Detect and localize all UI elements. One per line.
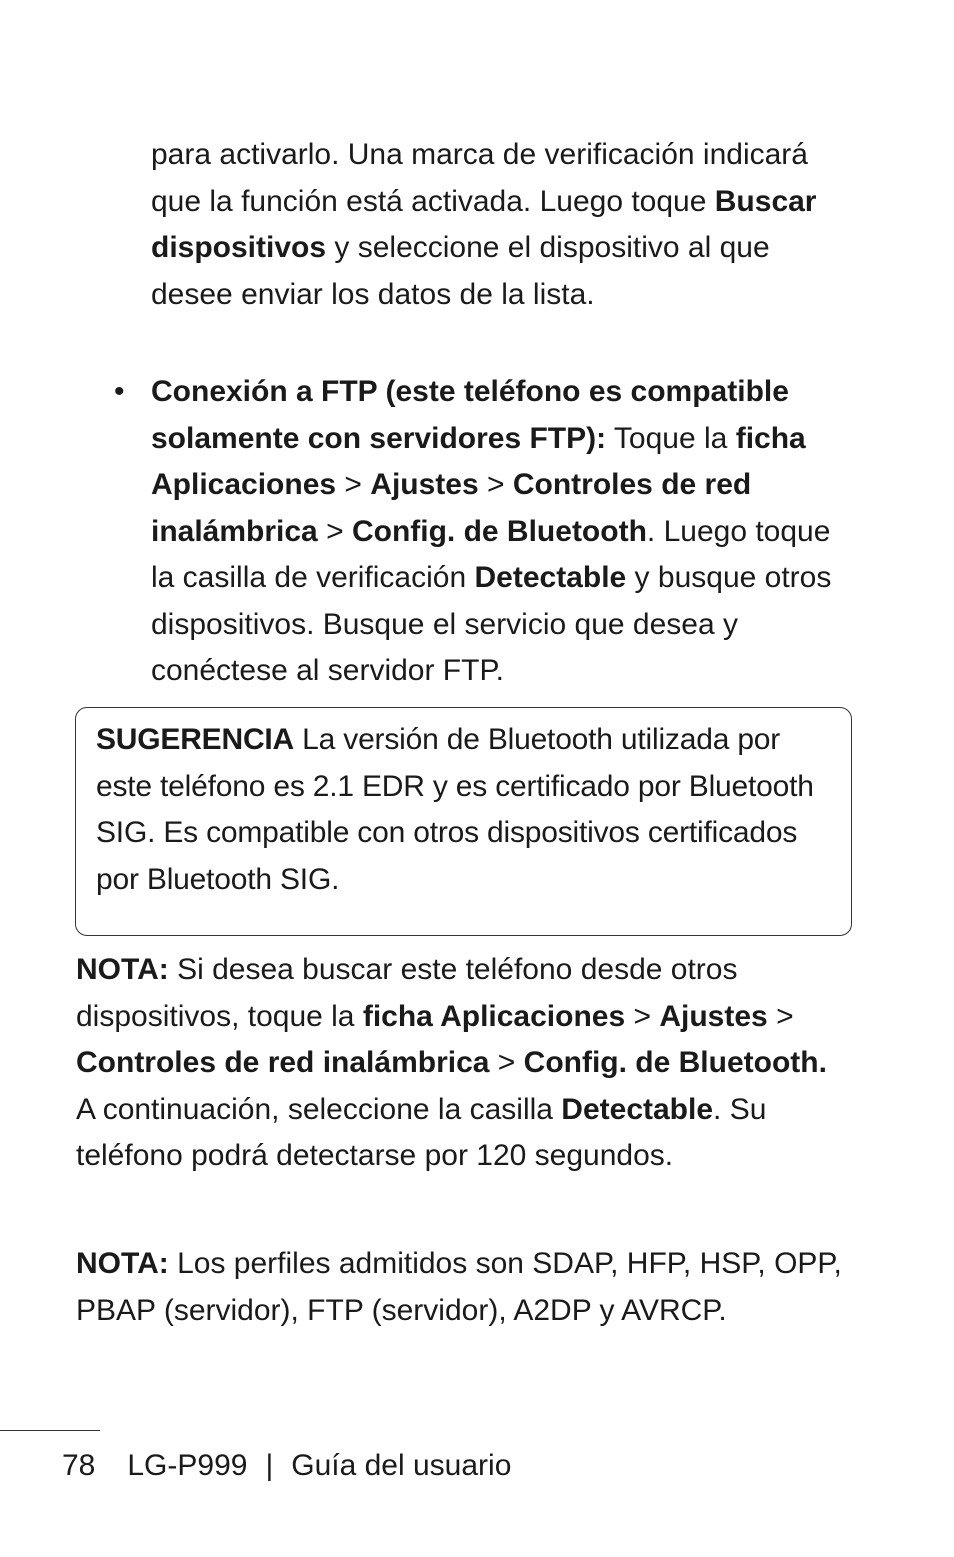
- text-run: . Su teléfono podrá detectarse por 120 segundos.: [76, 1092, 767, 1172]
- page-footer: [62, 1443, 511, 1489]
- text-run: . Luego toque la casilla de verificación: [151, 514, 831, 594]
- bold-term: ficha Aplicaciones: [151, 421, 806, 501]
- continuation-paragraph: [151, 132, 851, 318]
- model-name: LG-P999: [127, 1449, 248, 1482]
- bold-term: ficha Aplicaciones: [362, 999, 626, 1033]
- text-run: Los perfiles admitidos son SDAP, HFP, HSP, OPP, PBAP (servidor), FTP (servidor), A2DP y AVRCP.: [76, 1247, 842, 1327]
- bullet-icon: •: [114, 375, 125, 408]
- note-label: NOTA:: [76, 953, 169, 986]
- text-run: >: [336, 468, 371, 501]
- bold-term: Detectable: [474, 561, 627, 594]
- text-run: y busque otros dispositivos. Busque el servicio que desea y conéctese al servidor FTP.: [151, 561, 832, 687]
- bold-term: Ajustes: [659, 999, 768, 1033]
- bold-term: Buscar dispositivos: [151, 184, 817, 264]
- text-run: y seleccione el dispositivo al que desee enviar los datos de la lista.: [151, 231, 770, 311]
- text-run: >: [317, 514, 352, 548]
- text-run: para activarlo. Una marca de verificación indicará que la función está activada. Luego toque: [151, 138, 808, 218]
- bold-term: Ajustes: [370, 468, 479, 501]
- note-paragraph-1: [76, 947, 846, 1180]
- tip-box: [75, 707, 852, 936]
- text-run: >: [625, 999, 660, 1033]
- text-run: >: [767, 999, 794, 1033]
- tip-text: La versión de Bluetooth utilizada por este teléfono es 2.1 EDR y es certificado por Bluetooth SIG. Es compatible con otros dispositivos certificados por Bluetooth SIG.: [96, 723, 814, 896]
- text-run: Toque la: [606, 421, 736, 455]
- page-number: 78: [62, 1449, 96, 1482]
- guide-title: Guía del usuario: [291, 1449, 512, 1482]
- text-run: >: [478, 468, 513, 501]
- bold-term: Controles de red inalámbrica: [151, 468, 752, 548]
- bold-term: Config. de Bluetooth.: [523, 1046, 827, 1079]
- note-label: NOTA:: [76, 1247, 169, 1280]
- footer-separator: |: [265, 1449, 274, 1482]
- text-run: Si desea buscar este teléfono desde otros dispositivos, toque la: [76, 953, 738, 1033]
- tip-label: SUGERENCIA: [96, 723, 295, 756]
- bold-term: Conexión a FTP (este teléfono es compatible solamente con servidores FTP):: [151, 375, 789, 455]
- bold-term: Detectable: [561, 1092, 714, 1126]
- text-run: >: [489, 1046, 524, 1079]
- note-paragraph-2: [76, 1241, 846, 1334]
- bold-term: Config. de Bluetooth: [351, 514, 647, 548]
- ftp-bullet-item: [114, 369, 851, 695]
- bold-term: Controles de red inalámbrica: [76, 1046, 490, 1079]
- text-run: A continuación, seleccione la casilla: [76, 1092, 562, 1126]
- footer-rule: [0, 1430, 100, 1431]
